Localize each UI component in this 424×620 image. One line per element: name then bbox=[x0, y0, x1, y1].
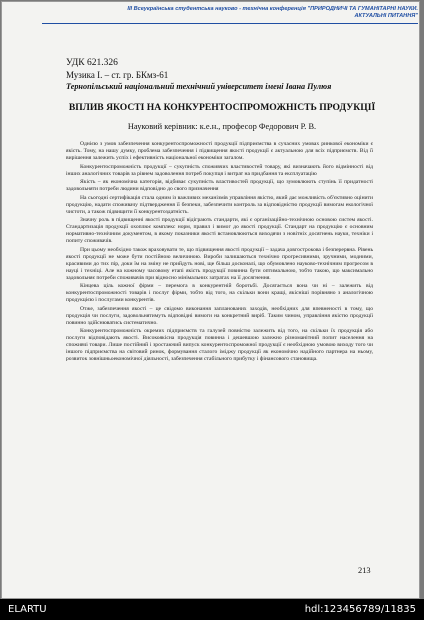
udk-code: УДК 621.326 bbox=[66, 58, 118, 68]
paragraph: При цьому необхідно також враховувати те, що підвищення якості продукції – задача довгострокова і безперервна. Рівень якості продукції не може бути постійною величиною. Вироби залишаються технічно прогресивними, зручними, модними, красивими до тих пір, доки їм на зміну не прийдуть нові, ще більш досконалі, що обумовлено науково-технічним прогресом в науці і техніці. Але на кожному часовому етапі якість продукції повинна бути оптимальною, тобто такою, що максимально задовольняє потреби споживачів при відносно мінімальних затратах на її досягнення. bbox=[66, 246, 373, 281]
paragraph: Однією з умов забезпечення конкурентоспроможності продукції підприємства в сучасних умовах ринкової економіки є якість. Тому, на нашу думку, проблема забезпечення і підвищення якості продукції є актуальною для всіх підприємств. Від її вирішення залежить успіх і ефективність національної економіки загалом. bbox=[66, 141, 373, 161]
handle-identifier: hdl:123456789/11835 bbox=[304, 604, 416, 615]
header-divider bbox=[42, 23, 418, 24]
conference-header-line1: III Всеукраїнська студентська науково - технічна конференція "ПРИРОДНИЧІ ТА ГУМАНІТАРНІ НАУКИ. bbox=[127, 6, 418, 12]
repository-footer-bar bbox=[0, 599, 424, 620]
paragraph: Якість – як економічна категорія, відбиває сукупність властивостей продукції, що зумовлюють ступінь її придатності задовольняти потреби людини відповідно до свого призначення bbox=[66, 179, 373, 193]
document-page bbox=[1, 1, 420, 599]
paper-title: ВПЛИВ ЯКОСТІ НА КОНКУРЕНТОСПРОМОЖНІСТЬ ПРОДУКЦІЇ bbox=[68, 102, 376, 113]
university-name: Тернопільський національний технічний університет імені Івана Пулюя bbox=[66, 82, 332, 91]
paragraph: Конкурентоспроможність окремих підприємств та галузей повністю залежить від того, на скільки їх продукція або послуги відповідають якості. Високоякісна продукція повинна і дешевшою залежно різноманітний попит населення на споживчі товари. Лише постійний і зростаючий випуск конкурентоспроможної продукції є необхідною умовою виходу того чи іншого підприємства на світовий ринок, формування сталого іміджу продукції як економічно надійного партнера на ньому, розвиток зовнішньоекономічної діяльності, забезпечення стабільного прибутку і фінансового становища. bbox=[66, 328, 373, 363]
repository-name: ELARTU bbox=[8, 604, 47, 615]
paragraph: Отже, забезпечення якості – це свідомо виконання запланованих заходів, необхідних для впевненості в тому, що продукція чи послуги, задовольнятимуть відповідні вимоги на конкретний виріб. Таким чином, управління якістю продукції повинно здійснюватись систематично. bbox=[66, 305, 373, 326]
page-number: 213 bbox=[358, 566, 371, 575]
paragraph: Кінцева ціль кожної фірми – перемога в конкурентній боротьбі. Досягається вона чи ні – залежить від конкурентоспроможності товарів і послуг фірми, тобто від того, на скільки вони кращі, якісніші порівняно з аналогічною продукцією і послугами конкурентів. bbox=[66, 283, 373, 304]
article-body bbox=[66, 141, 373, 365]
conference-header bbox=[42, 6, 418, 20]
paragraph: Значну роль в підвищенні якості продукції відіграють стандарти, які є організаційно-технічною основою систем якості. Стандартизація продукції охоплює комплекс норм, правил і вимог до якості продукції. Стандарт на продукцію є основним нормативно-технічним документом, в якому показники якості встановлюються виходячи з новітніх досягнень науки, техніки і попиту споживачів. bbox=[66, 217, 373, 245]
supervisor-line: Науковий керівник: к.е.н., професор Федорович Р. В. bbox=[127, 122, 317, 131]
author-line: Музика І. – ст. гр. БКмз-61 bbox=[66, 70, 169, 80]
paragraph: Конкурентоспроможність продукції – сукупність споживчих властивостей товару, які визначають його відмінності від інших аналогічних товарів за рівнем задоволення потреб покупця і витрат на придбання та експлуатацію bbox=[66, 163, 373, 177]
conference-header-line2: АКТУАЛЬНІ ПИТАННЯ" bbox=[354, 13, 418, 19]
paragraph: На сьогодні сертифікація стала одним із важливих механізмів управління якістю, який дає можливість об'єктивно оцінити продукцію, надати споживачу підтвердження її безпеки, забезпечити контроль за відповідністю продукції вимогам екологічної чистоти, а також підвищити її конкурентоздатність. bbox=[66, 194, 373, 215]
